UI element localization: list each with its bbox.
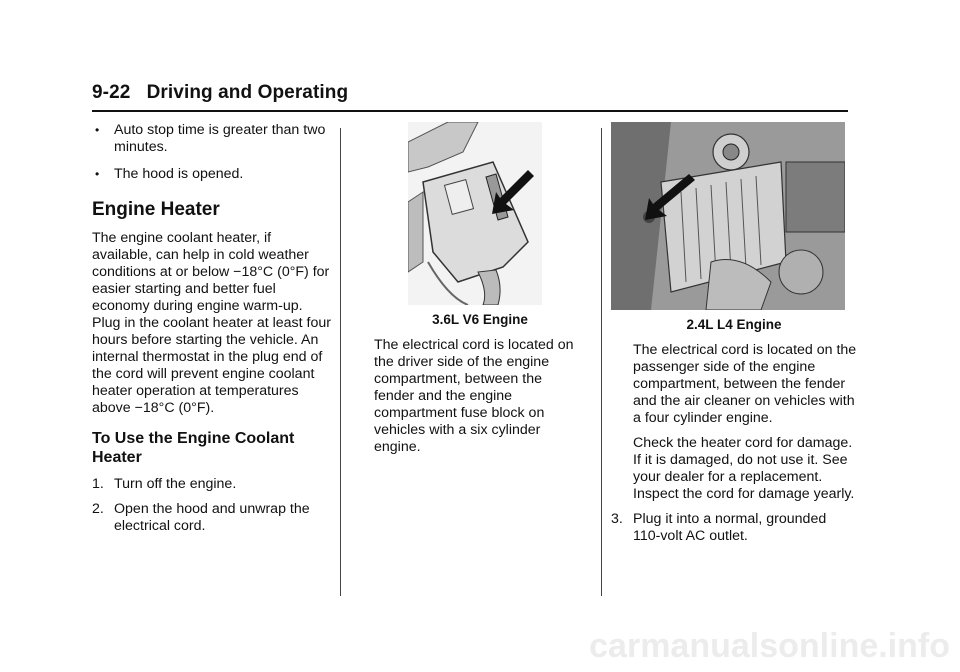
l4-engine-figure bbox=[611, 122, 845, 310]
figure-caption: 3.6L V6 Engine bbox=[432, 312, 528, 327]
page-number: 9-22 bbox=[92, 82, 131, 103]
bullet-item bbox=[92, 166, 332, 183]
v6-cord-paragraph: The electrical cord is located on the driver side of the engine compartment, between the fender and the engine compartment fuse block on vehicles with a six cylinder engine. bbox=[374, 337, 574, 455]
l4-cord-paragraph: The electrical cord is located on the passenger side of the engine compartment, between the fender and the air cleaner on vehicles with a four cylinder engine. bbox=[633, 342, 857, 426]
bullet-item bbox=[92, 122, 332, 156]
bullet-text: Auto stop time is greater than two minutes. bbox=[114, 122, 326, 155]
step-number: 2. bbox=[92, 501, 104, 517]
steps-list bbox=[611, 511, 857, 545]
header-rule bbox=[92, 110, 848, 112]
step-text: Open the hood and unwrap the electrical cord. bbox=[114, 501, 310, 534]
step-item bbox=[611, 511, 857, 545]
column-2 bbox=[374, 122, 586, 464]
l4-engine-illustration bbox=[611, 122, 845, 310]
v6-engine-illustration bbox=[408, 122, 542, 305]
column-1 bbox=[92, 122, 332, 543]
bullet-list bbox=[92, 122, 332, 183]
steps-list bbox=[92, 476, 332, 535]
column-divider-1 bbox=[340, 128, 341, 596]
section-title: Driving and Operating bbox=[146, 82, 349, 103]
engine-heater-paragraph: The engine coolant heater, if available, can help in cold weather conditions at or below −18°C (0°F) for easier starting and better fuel economy during engine warm-up. Plug in the coolant heater at least four hours before starting the vehicle. An internal thermostat in the plug end of the cord will prevent engine coolant heater operation at temperatures above −18°C (0°F). bbox=[92, 230, 331, 416]
subsection-heading: To Use the Engine Coolant Heater bbox=[92, 430, 295, 466]
l4-text-block bbox=[611, 342, 857, 503]
inspect-cord-paragraph: Check the heater cord for damage. If it is damaged, do not use it. See your dealer for a replacement. Inspect the cord for damage yearly. bbox=[633, 435, 855, 502]
step-text: Turn off the engine. bbox=[114, 476, 237, 492]
step-item bbox=[92, 501, 332, 535]
bullet-icon: • bbox=[95, 167, 100, 181]
section-heading: Engine Heater bbox=[92, 199, 220, 220]
step-number: 3. bbox=[611, 511, 623, 527]
page-title bbox=[92, 82, 848, 104]
v6-engine-figure bbox=[408, 122, 542, 305]
column-divider-2 bbox=[601, 128, 602, 596]
column-3 bbox=[611, 122, 857, 553]
step-item bbox=[92, 476, 332, 493]
bullet-icon: • bbox=[95, 123, 100, 137]
figure-caption: 2.4L L4 Engine bbox=[686, 317, 782, 332]
bullet-text: The hood is opened. bbox=[114, 166, 244, 182]
footer-watermark: carmanualsonline.info bbox=[589, 627, 950, 665]
step-text: Plug it into a normal, grounded 110-volt AC outlet. bbox=[633, 511, 827, 544]
step-number: 1. bbox=[92, 476, 104, 492]
page-header bbox=[92, 82, 848, 112]
